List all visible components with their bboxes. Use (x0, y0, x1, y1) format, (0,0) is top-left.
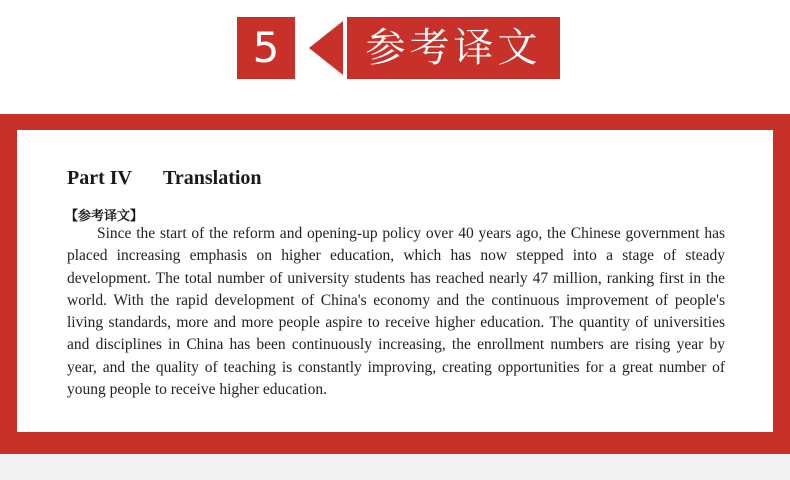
part-heading (67, 167, 262, 190)
reference-translation-label: 【参考译文】 (65, 209, 144, 224)
part-number: Part IV (67, 167, 132, 189)
arrow-left-icon (295, 17, 347, 79)
section-title: 参考译文 (365, 25, 542, 71)
content-frame (0, 114, 790, 454)
translation-paragraph: Since the start of the reform and opening-up policy over 40 years ago, the Chinese government has placed increasing emphasis on higher education, which has now stepped into a stage of steady development. The total number of university students has reached nearly 47 million, ranking first in the world. With the rapid development of China's economy and the continuous improvement of people's living standards, more and more people aspire to receive higher education. The quantity of universities and disciplines in China has been continuously increasing, the enrollment numbers are rising year by year, and the quality of teaching is constantly improving, creating opportunities for a great number of young people to receive higher education. (67, 225, 725, 399)
section-banner (237, 17, 560, 79)
section-number: 5 (252, 23, 280, 72)
answer-sheet (17, 130, 773, 432)
part-name: Translation (163, 167, 262, 189)
footer-band (0, 454, 790, 480)
